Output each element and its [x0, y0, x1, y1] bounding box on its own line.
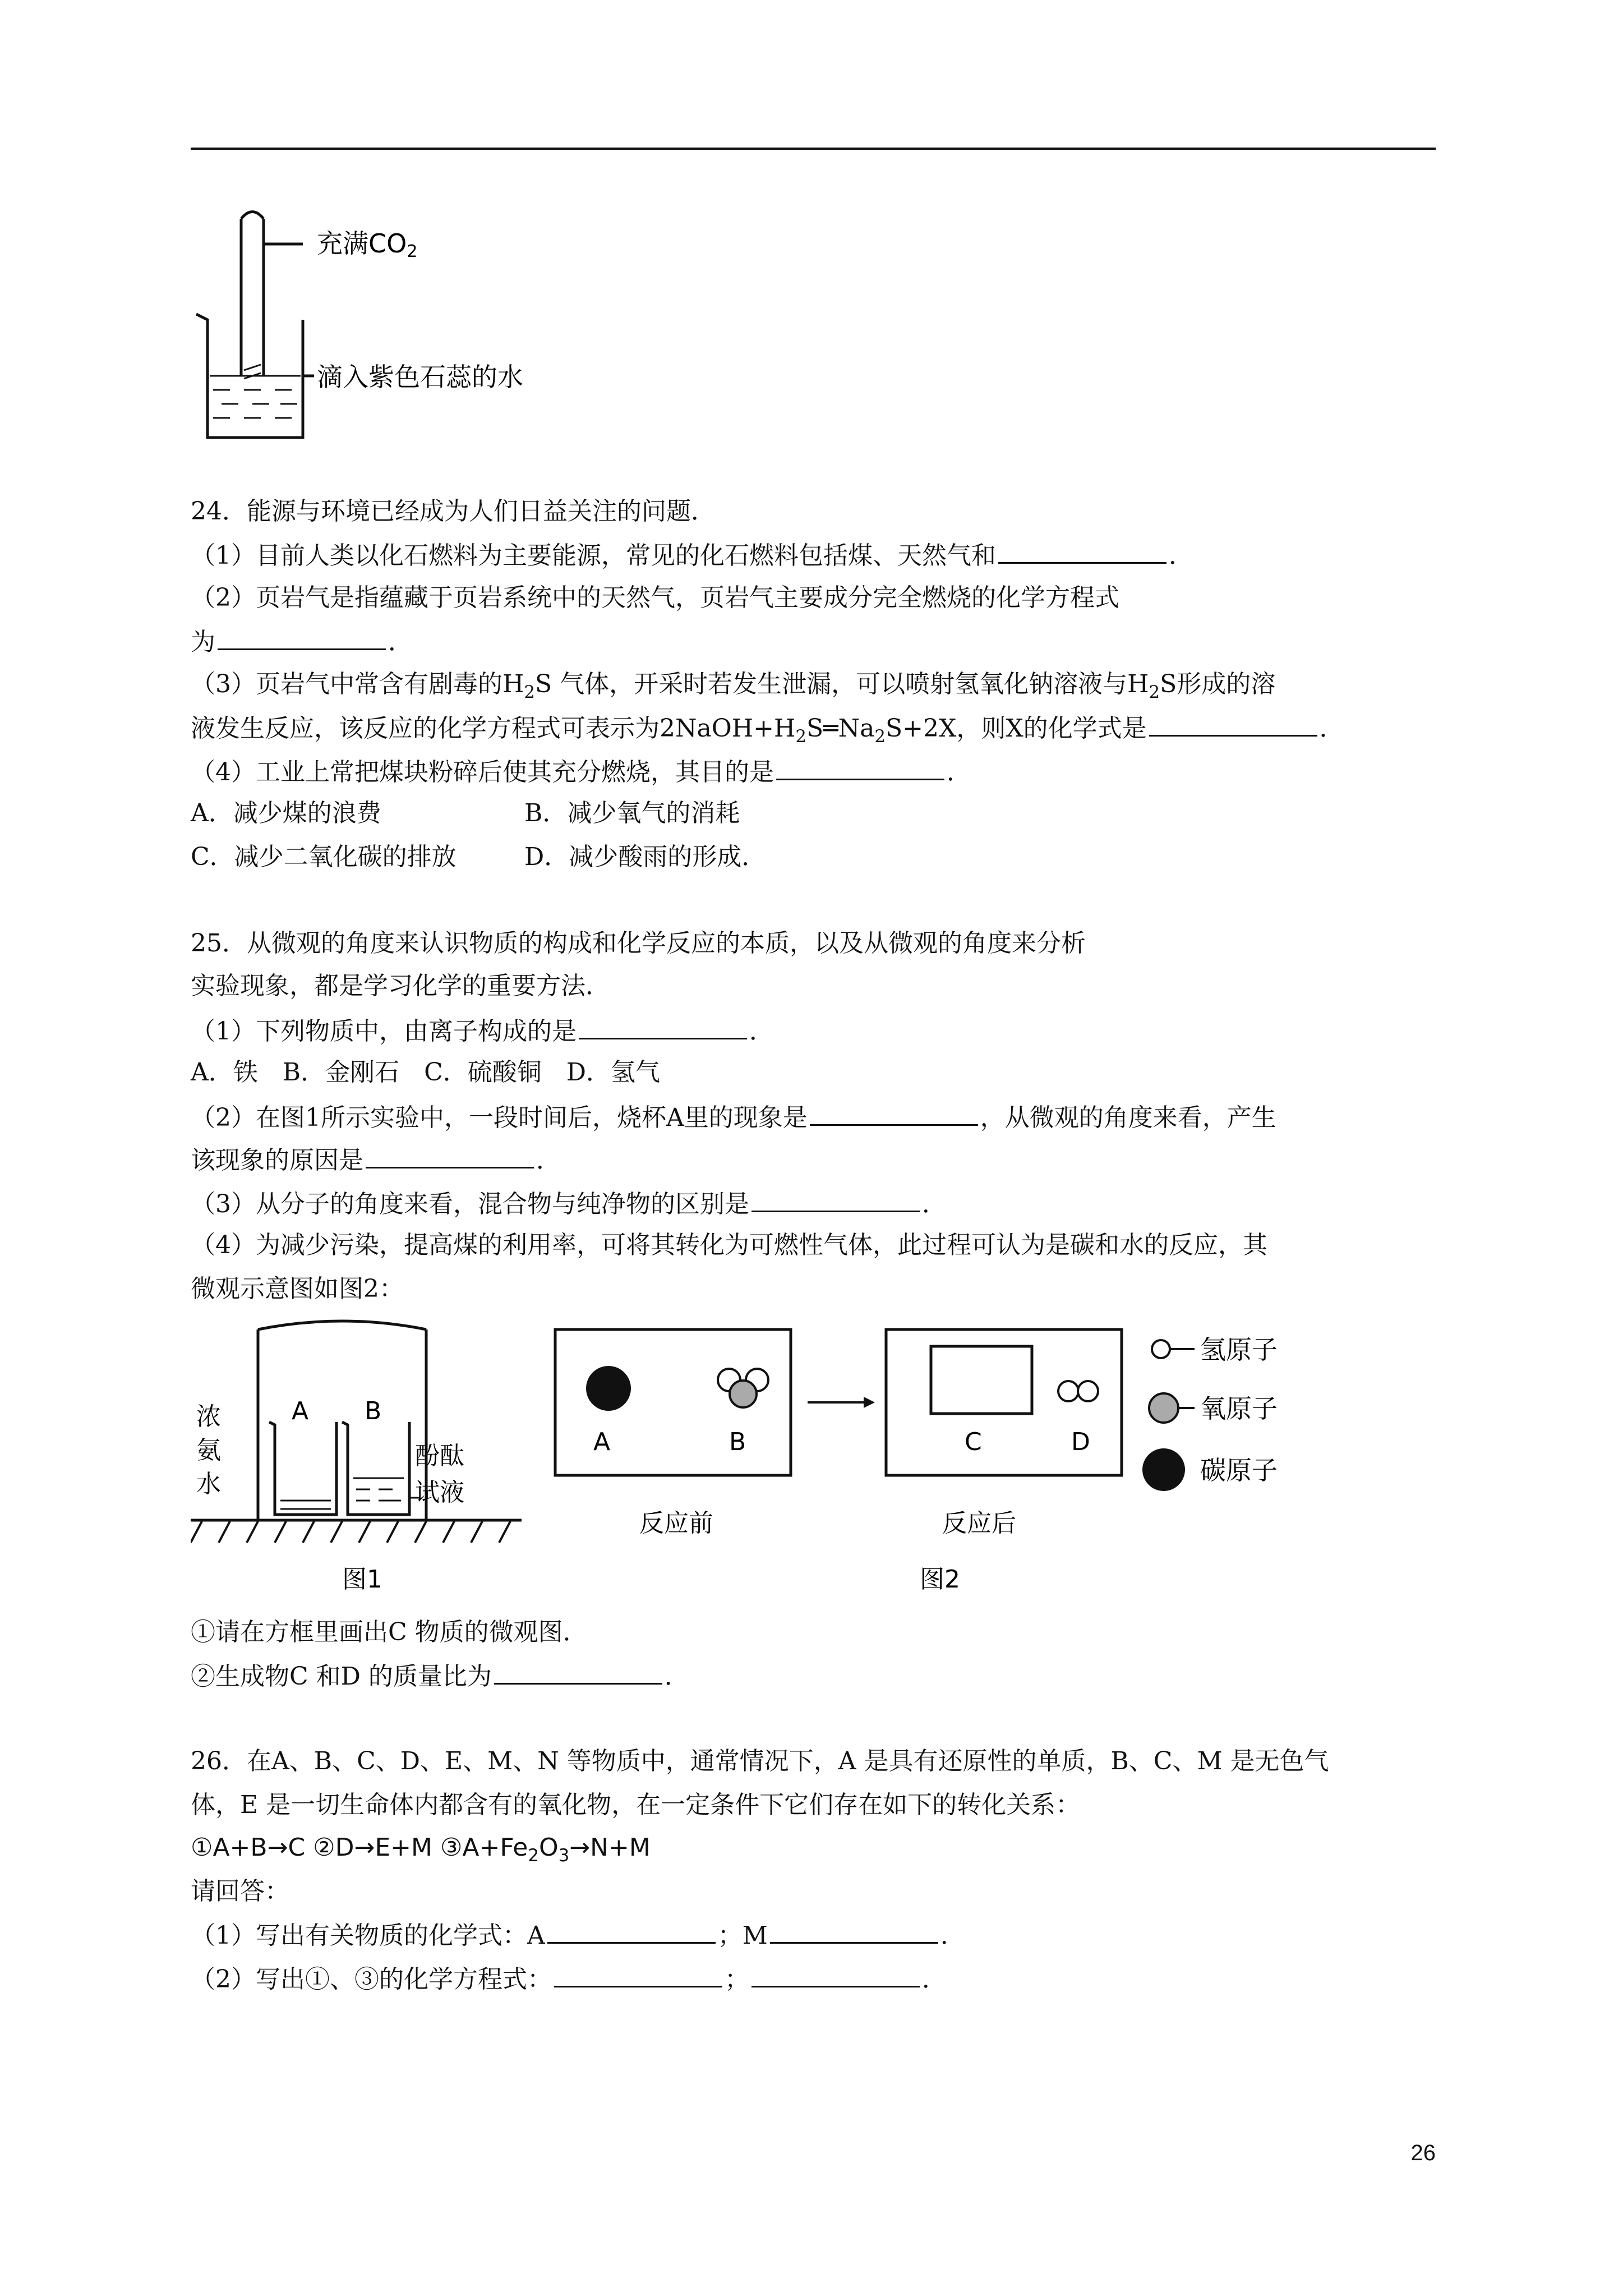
q24-title: 24．能源与环境已经成为人们日益关注的问题． — [191, 497, 716, 526]
q26-part2: （2）写出①、③的化学方程式： ； ． — [191, 1961, 947, 1996]
answer-blank[interactable] — [494, 1658, 662, 1685]
conc-ammonia-label-3: 水 — [196, 1470, 221, 1498]
before-box — [555, 1329, 791, 1475]
q24-part3: （3）页岩气中常含有剧毒的$H_2S$ 气体，开采时若发生泄漏，可以喷射氢氧化钠溶液与$H_2S$形成的溶 — [191, 670, 1276, 702]
oxygen-atom-icon — [730, 1381, 757, 1407]
q24-option-a: A．减少煤的浪费 — [191, 799, 381, 827]
q25-part4-line2: 微观示意图如图2： — [191, 1274, 404, 1303]
litmus-water-label: 滴入紫色石蕊的水 — [317, 362, 523, 392]
beaker-b-label: B — [365, 1397, 382, 1425]
carbon-atom-icon — [586, 1366, 631, 1411]
q26-ask: 请回答： — [191, 1877, 289, 1906]
legend-oxygen-label: 氧原子 — [1200, 1393, 1278, 1424]
figure-2-caption: 图2 — [920, 1565, 960, 1594]
figure-1-caption: 图1 — [342, 1565, 382, 1594]
q25-sub1: ①请在方框里画出C 物质的微观图． — [191, 1618, 588, 1646]
q24-part2-line2: 为 ． — [191, 624, 413, 659]
q24-part2: （2）页岩气是指蕴藏于页岩系统中的天然气，页岩气主要成分完全燃烧的化学方程式 — [191, 583, 1119, 612]
q24-option-d: D．减少酸雨的形成． — [524, 843, 767, 871]
draw-c-answer-box[interactable] — [931, 1346, 1032, 1414]
q25-part4: （4）为减少污染，提高煤的利用率，可将其转化为可燃性气体，此过程可认为是碳和水的反应，其 — [191, 1231, 1267, 1259]
box-b-label: B — [729, 1428, 746, 1456]
co2-tube-figure — [191, 208, 594, 443]
beaker-a-label: A — [292, 1397, 309, 1425]
q25-title-line2: 实验现象，都是学习化学的重要方法． — [191, 972, 610, 1000]
answer-blank[interactable] — [554, 1961, 722, 1987]
q24-option-b: B．减少氧气的消耗 — [524, 799, 740, 827]
q26-relations: ①A+B→C ②D→E+M $③A+Fe_2O_3\to N+M$ — [191, 1833, 651, 1866]
page-number: 26 — [1410, 2141, 1436, 2165]
q25-title: 25．从微观的角度来认识物质的构成和化学反应的本质，以及从微观的角度来分析 — [191, 929, 1086, 958]
answer-blank[interactable] — [770, 1917, 938, 1944]
co2-label: 充满CO2 — [317, 228, 418, 261]
q26-part1: （1）写出有关物质的化学式：A ；M ． — [191, 1917, 965, 1953]
legend-hydrogen-label: 氢原子 — [1200, 1335, 1278, 1365]
legend-oxygen-icon — [1149, 1393, 1178, 1423]
box-a-label: A — [593, 1428, 611, 1456]
answer-blank[interactable] — [1149, 710, 1317, 737]
answer-blank[interactable] — [366, 1142, 534, 1168]
q25-part1: （1）下列物质中，由离子构成的是 ． — [191, 1013, 774, 1048]
answer-blank[interactable] — [998, 537, 1166, 564]
q25-options: A．铁 B．金刚石 C．硫酸铜 D．氢气 — [191, 1058, 661, 1087]
box-c-label: C — [965, 1428, 982, 1456]
q26-title-line2: 体，E 是一切生命体内都含有的氧化物，在一定条件下它们存在如下的转化关系： — [191, 1791, 1081, 1819]
answer-blank[interactable] — [751, 1961, 920, 1987]
hydrogen-atom-icon — [1058, 1381, 1078, 1401]
legend-carbon-label: 碳原子 — [1200, 1455, 1278, 1485]
conc-ammonia-label-2: 氨 — [196, 1436, 221, 1465]
q25-part2-line2: 该现象的原因是 ． — [191, 1142, 561, 1177]
phenolphthalein-label-1: 酚酞 — [415, 1442, 464, 1470]
answer-blank[interactable] — [547, 1917, 716, 1944]
q24-option-c: C．减少二氧化碳的排放 — [191, 843, 457, 871]
hydrogen-atom-icon — [1078, 1381, 1098, 1401]
header-rule — [191, 148, 1436, 150]
q26-title: 26．在A、B、C、D、E、M、N 等物质中，通常情况下，A 是具有还原性的单质，B、C、M 是无色气 — [191, 1747, 1329, 1775]
conc-ammonia-label-1: 浓 — [196, 1402, 221, 1431]
box-d-label: D — [1071, 1428, 1090, 1456]
arrow-right-icon — [864, 1397, 875, 1408]
answer-blank[interactable] — [579, 1013, 747, 1039]
answer-blank[interactable] — [810, 1099, 978, 1126]
legend-carbon-icon — [1142, 1448, 1185, 1491]
q25-part3: （3）从分子的角度来看，混合物与纯净物的区别是 ． — [191, 1186, 947, 1221]
answer-blank[interactable] — [218, 624, 386, 650]
q25-sub2: ②生成物C 和D 的质量比为 ． — [191, 1658, 689, 1694]
q24-part4: （4）工业上常把煤块粉碎后使其充分燃烧，其目的是 ． — [191, 754, 971, 789]
legend-hydrogen-icon — [1152, 1340, 1170, 1358]
q25-part2: （2）在图1所示实验中，一段时间后，烧杯A里的现象是 ，从微观的角度来看，产生 — [191, 1099, 1276, 1135]
answer-blank[interactable] — [751, 1186, 920, 1212]
figure-1-2 — [191, 1318, 1368, 1610]
phenolphthalein-label-2: 试液 — [415, 1478, 464, 1507]
q24-part3-line2: 液发生反应，该反应的化学方程式可表示为$2NaOH+H_2S═Na_2S+2X$，则X的化学式是 ． — [191, 710, 1344, 753]
q24-part1: （1）目前人类以化石燃料为主要能源，常见的化石燃料包括煤、天然气和 ． — [191, 537, 1193, 573]
before-label: 反应前 — [639, 1509, 713, 1538]
answer-blank[interactable] — [776, 754, 944, 780]
after-label: 反应后 — [942, 1509, 1016, 1538]
